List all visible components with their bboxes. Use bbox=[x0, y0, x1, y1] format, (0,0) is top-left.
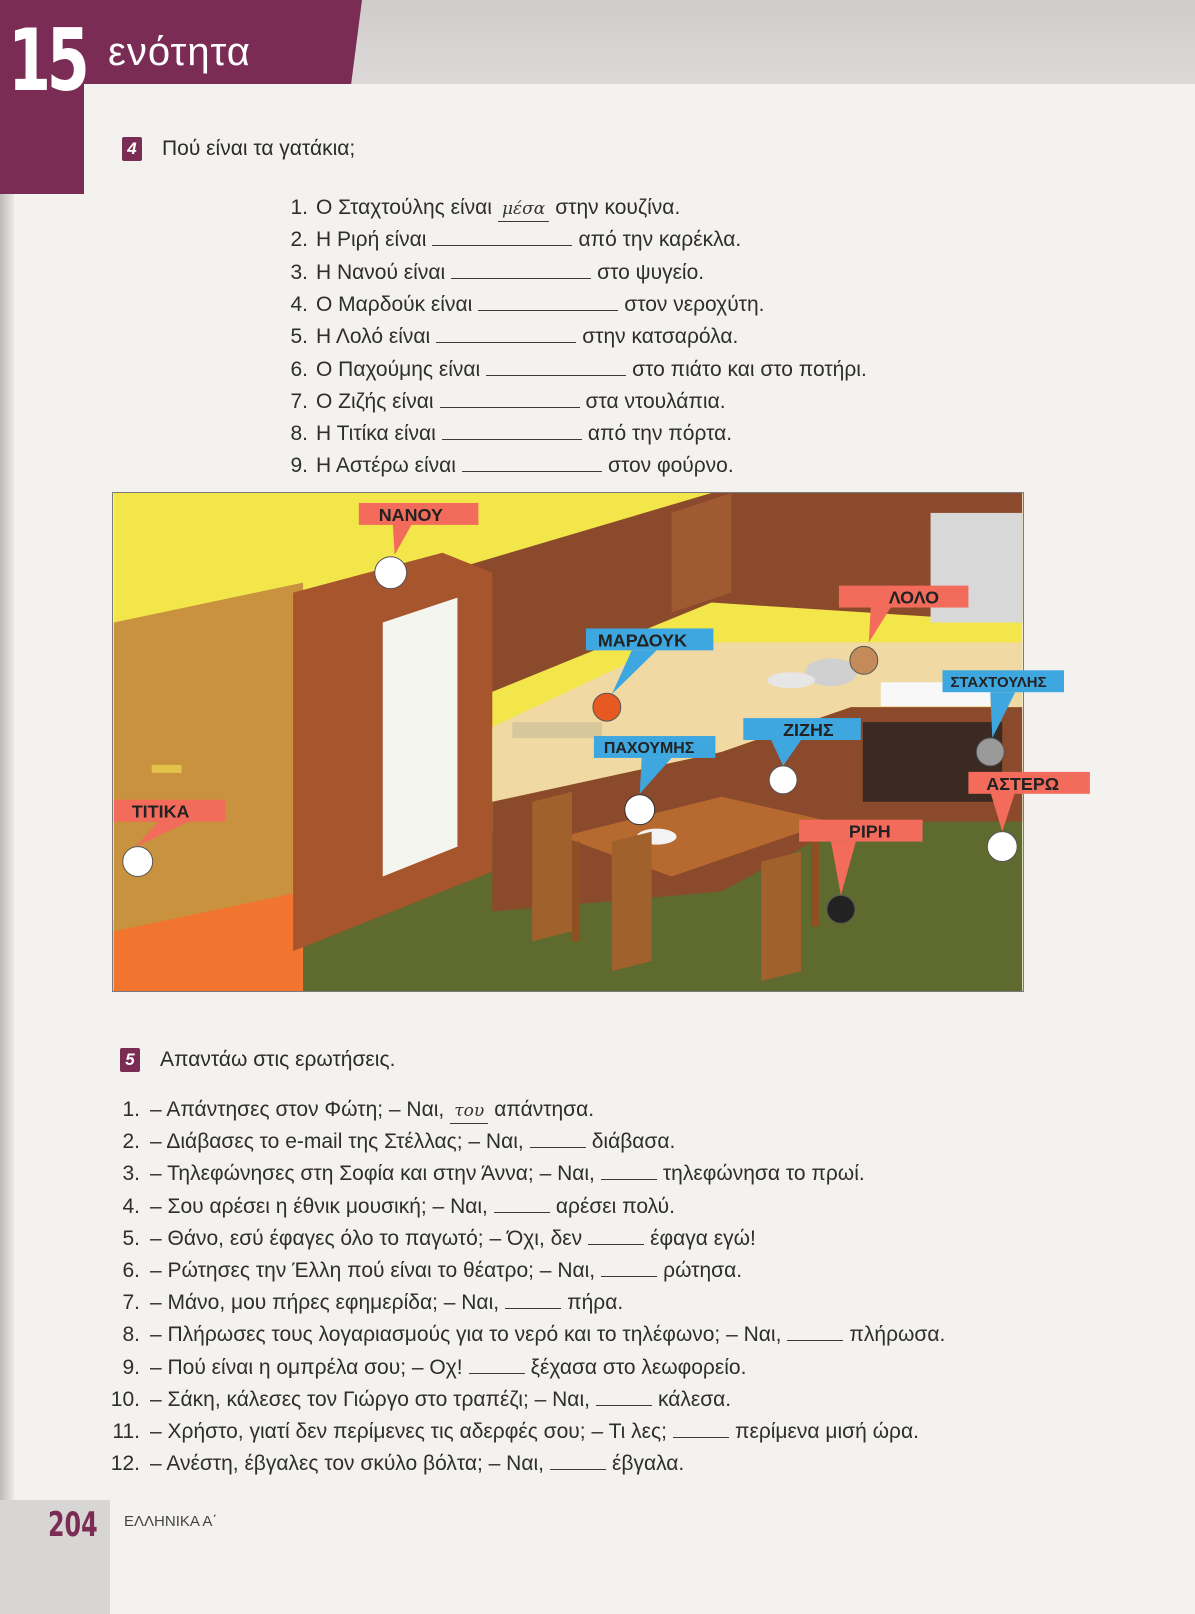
filled-answer[interactable]: του bbox=[450, 1099, 488, 1124]
exercise5-item bbox=[110, 1291, 623, 1315]
item-number: 3. bbox=[290, 260, 308, 284]
answer-blank[interactable] bbox=[588, 1227, 644, 1245]
cat-zizis bbox=[769, 766, 797, 794]
answer-blank[interactable] bbox=[440, 390, 580, 408]
item-number: 5. bbox=[122, 1226, 140, 1250]
item-number: 3. bbox=[122, 1162, 140, 1186]
unit-word: ενότητα bbox=[108, 30, 251, 74]
unit-number: 15 bbox=[8, 11, 86, 111]
item-text-after: στο ψυγείο. bbox=[597, 260, 705, 284]
item-text-after: στον νεροχύτη. bbox=[624, 292, 765, 316]
item-text-before: Η Νανού είναι bbox=[316, 260, 446, 284]
item-number: 10. bbox=[110, 1387, 140, 1411]
item-text-after: διάβασα. bbox=[591, 1130, 676, 1154]
item-number: 5. bbox=[290, 325, 308, 349]
item-number: 1. bbox=[290, 196, 308, 219]
label-mardouk: ΜΑΡΔΟΥΚ bbox=[597, 630, 688, 651]
item-number: 11. bbox=[112, 1420, 140, 1443]
door-handle bbox=[152, 765, 182, 773]
item-text-before: – Ανέστη, έβγαλες τον σκύλο βόλτα; – Ναι, bbox=[150, 1452, 544, 1476]
cat-astero bbox=[987, 832, 1017, 862]
page-gutter-shade bbox=[0, 84, 14, 1614]
chair bbox=[612, 832, 652, 971]
item-text-before: – Ρώτησες την Έλλη πού είναι το θέατρο; – Ναι, bbox=[150, 1259, 596, 1282]
item-text-after: έβγαλα. bbox=[612, 1452, 685, 1476]
exercise5-item bbox=[110, 1323, 945, 1347]
item-text-before: Ο Σταχτούλης είναι bbox=[316, 196, 492, 219]
item-text-after: στο πιάτο και στο ποτήρι. bbox=[632, 357, 867, 381]
item-text-before: Η Λολό είναι bbox=[316, 325, 431, 349]
answer-blank[interactable] bbox=[469, 1356, 525, 1374]
exercise5-item bbox=[110, 1227, 756, 1251]
item-text-before: – Σου αρέσει η έθνικ μουσική; – Ναι, bbox=[150, 1194, 488, 1218]
book-title: ΕΛΛΗΝΙΚΑ Α΄ bbox=[124, 1513, 218, 1530]
item-text-before: – Τηλεφώνησες στη Σοφία και στην Άννα; – Ναι, bbox=[150, 1162, 595, 1186]
item-text-before: – Διάβασες το e-mail της Στέλλας; – Ναι, bbox=[150, 1130, 524, 1154]
item-text-after: πήρα. bbox=[567, 1291, 624, 1315]
cat-riri bbox=[827, 895, 855, 923]
label-titika: ΤΙΤΙΚΑ bbox=[131, 801, 190, 822]
item-text-before: – Απάντησες στον Φώτη; – Ναι, bbox=[150, 1098, 445, 1121]
answer-blank[interactable] bbox=[462, 454, 602, 472]
item-number: 6. bbox=[290, 357, 308, 381]
answer-blank[interactable] bbox=[442, 422, 582, 440]
item-text-after: στην κουζίνα. bbox=[555, 196, 681, 219]
item-number: 7. bbox=[122, 1291, 140, 1315]
cat-titika bbox=[123, 847, 153, 877]
cat-lolo bbox=[850, 646, 878, 674]
exercise5-item bbox=[110, 1356, 746, 1380]
kitchen-illustration bbox=[112, 492, 1060, 992]
answer-blank[interactable] bbox=[530, 1130, 586, 1148]
item-text-after: ρώτησα. bbox=[663, 1259, 743, 1282]
item-text-before: Ο Ζιζής είναι bbox=[316, 389, 434, 413]
exercise5-item bbox=[110, 1452, 684, 1476]
open-cabinet-door bbox=[672, 493, 732, 613]
item-text-after: έφαγα εγώ! bbox=[650, 1226, 756, 1250]
item-text-before: Η Αστέρω είναι bbox=[316, 454, 456, 478]
chair bbox=[761, 852, 801, 981]
item-text-after: αρέσει πολύ. bbox=[555, 1194, 675, 1218]
item-text-after: στην κατσαρόλα. bbox=[582, 325, 739, 349]
answer-blank[interactable] bbox=[787, 1323, 843, 1341]
item-number: 4. bbox=[290, 292, 308, 316]
exercise5-item bbox=[110, 1098, 594, 1124]
cat-mardouk bbox=[593, 693, 621, 721]
exercise4-item bbox=[280, 358, 867, 382]
item-text-after: κάλεσα. bbox=[657, 1387, 732, 1411]
item-text-before: – Πλήρωσες τους λογαριασμούς για το νερό και το τηλέφωνο; – Ναι, bbox=[150, 1323, 782, 1347]
label-nanou: ΝΑΝΟΥ bbox=[378, 504, 443, 525]
chair bbox=[532, 792, 572, 941]
exercise4-item bbox=[280, 228, 741, 252]
cat-nanou bbox=[375, 557, 407, 589]
item-text-before: – Χρήστο, γιατί δεν περίμενες τις αδερφές σου; – Τι λες; bbox=[150, 1420, 667, 1443]
item-number: 9. bbox=[290, 454, 308, 478]
item-text-after: τηλεφώνησα το πρωί. bbox=[662, 1162, 865, 1186]
item-text-before: – Μάνο, μου πήρες εφημερίδα; – Ναι, bbox=[150, 1291, 500, 1315]
item-text-after: στον φούρνο. bbox=[607, 454, 734, 478]
item-text-before: – Πού είναι η ομπρέλα σου; – Οχ! bbox=[150, 1355, 463, 1379]
item-text-before: Ο Μαρδούκ είναι bbox=[316, 292, 473, 316]
label-lolo: ΛΟΛΟ bbox=[888, 587, 940, 608]
exercise-4-badge: 4 bbox=[122, 137, 142, 161]
item-text-after: από την πόρτα. bbox=[587, 422, 733, 446]
cat-stachtoulis bbox=[976, 738, 1004, 766]
kitchen-sink bbox=[512, 722, 602, 738]
item-number: 7. bbox=[290, 389, 308, 413]
pot-lid bbox=[767, 672, 815, 688]
table-leg bbox=[811, 827, 819, 927]
label-pachoumis: ΠΑΧΟΥΜΗΣ bbox=[603, 739, 695, 757]
item-number: 8. bbox=[122, 1323, 140, 1347]
answer-blank[interactable] bbox=[550, 1452, 606, 1470]
answer-blank[interactable] bbox=[486, 358, 626, 376]
item-text-after: ξέχασα στο λεωφορείο. bbox=[530, 1355, 747, 1379]
exercise4-item bbox=[280, 293, 765, 317]
exercise4-item bbox=[280, 422, 732, 446]
exercise-5-badge: 5 bbox=[120, 1048, 140, 1072]
exercise4-item bbox=[280, 454, 734, 478]
exercise-4-title: Πού είναι τα γατάκια; bbox=[162, 137, 356, 160]
item-text-before: Η Ριρή είναι bbox=[316, 228, 427, 252]
item-text-after: από την καρέκλα. bbox=[578, 228, 742, 252]
exercise5-item bbox=[110, 1162, 865, 1186]
label-stachtoulis: ΣΤΑΧΤΟΥΛΗΣ bbox=[950, 674, 1047, 692]
exercise4-item bbox=[280, 390, 726, 414]
answer-blank[interactable] bbox=[432, 228, 572, 246]
item-number: 2. bbox=[290, 228, 308, 252]
table-leg bbox=[572, 842, 580, 942]
exercise5-item bbox=[110, 1388, 731, 1412]
exercise4-item bbox=[280, 325, 738, 349]
label-astero: ΑΣΤΕΡΩ bbox=[986, 773, 1060, 794]
answer-blank[interactable] bbox=[673, 1420, 729, 1438]
item-text-after: στα ντουλάπια. bbox=[585, 389, 726, 413]
item-number: 2. bbox=[122, 1130, 140, 1154]
item-text-before: – Σάκη, κάλεσες τον Γιώργο στο τραπέζι; – Ναι, bbox=[150, 1387, 590, 1411]
item-text-before: Ο Παχούμης είναι bbox=[316, 357, 481, 381]
answer-blank[interactable] bbox=[494, 1195, 550, 1213]
page-number: 204 bbox=[48, 1505, 98, 1545]
item-number: 4. bbox=[122, 1194, 140, 1218]
exercise5-item bbox=[110, 1195, 675, 1219]
item-number: 1. bbox=[122, 1098, 140, 1121]
answer-blank[interactable] bbox=[505, 1291, 561, 1309]
item-text-after: πλήρωσα. bbox=[849, 1323, 946, 1347]
answer-blank[interactable] bbox=[601, 1162, 657, 1180]
answer-blank[interactable] bbox=[601, 1259, 657, 1277]
item-text-after: περίμενα μισή ώρα. bbox=[734, 1420, 919, 1443]
label-riri: ΡΙΡΗ bbox=[848, 821, 891, 842]
exercise-5-title: Απαντάω στις ερωτήσεις. bbox=[160, 1048, 396, 1071]
cat-pachoumis bbox=[625, 795, 655, 825]
item-number: 9. bbox=[122, 1355, 140, 1379]
item-number: 8. bbox=[290, 422, 308, 446]
answer-blank[interactable] bbox=[596, 1388, 652, 1406]
item-text-after: απάντησα. bbox=[494, 1098, 595, 1121]
item-number: 6. bbox=[122, 1259, 140, 1282]
filled-answer[interactable]: μέσα bbox=[498, 197, 549, 222]
item-text-before: Η Τιτίκα είναι bbox=[316, 422, 436, 446]
answer-blank[interactable] bbox=[451, 261, 591, 279]
item-number: 12. bbox=[110, 1452, 140, 1476]
exercise4-item bbox=[280, 196, 680, 222]
exercise5-item bbox=[110, 1130, 675, 1154]
exercise5-item bbox=[110, 1259, 742, 1283]
exercise4-item bbox=[280, 261, 704, 285]
exercise5-item bbox=[110, 1420, 919, 1444]
label-zizis: ΖΙΖΗΣ bbox=[783, 720, 834, 741]
answer-blank[interactable] bbox=[478, 293, 618, 311]
item-text-before: – Θάνο, εσύ έφαγες όλο το παγωτό; – Όχι, δεν bbox=[150, 1226, 583, 1250]
answer-blank[interactable] bbox=[436, 325, 576, 343]
fridge-door bbox=[383, 598, 458, 877]
